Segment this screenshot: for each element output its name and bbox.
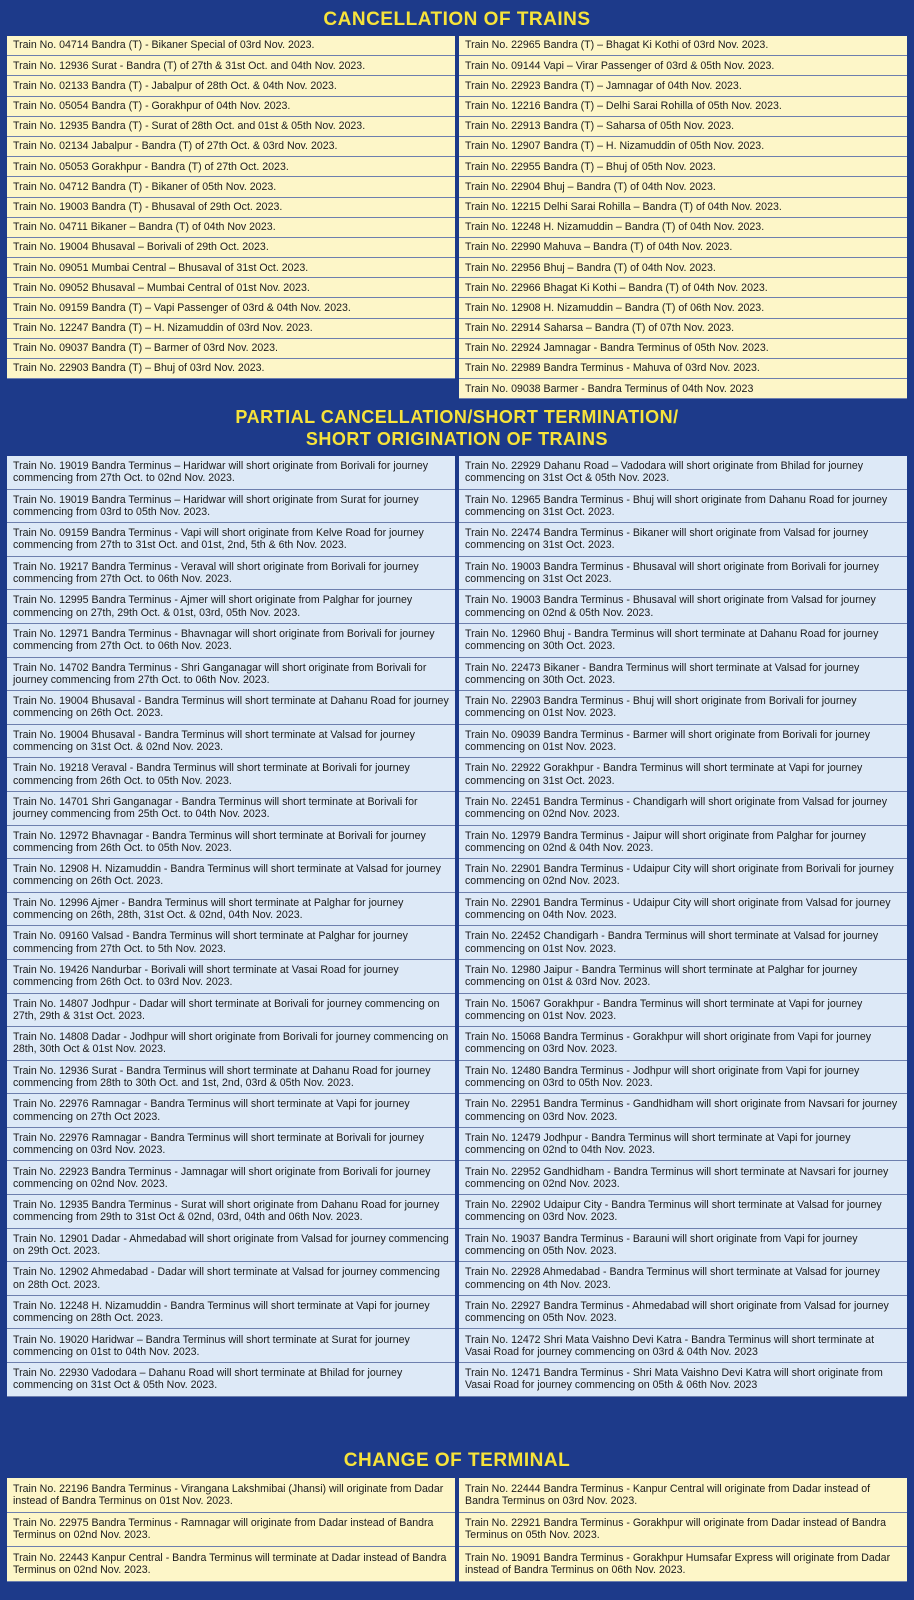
- partial-item: Train No. 22473 Bikaner - Bandra Terminus will short terminate at Valsad for journey commencing on 30th Oct. 2023.: [459, 658, 907, 692]
- partial-item: Train No. 12479 Jodhpur - Bandra Terminus will short terminate at Vapi for journey commencing on 02nd to 04th Nov. 2023.: [459, 1128, 907, 1162]
- cancellation-item: Train No. 22904 Bhuj – Bandra (T) of 04th Nov. 2023.: [459, 177, 907, 197]
- cancellation-item: Train No. 12936 Surat - Bandra (T) of 27th & 31st Oct. and 04th Nov. 2023.: [7, 56, 455, 76]
- terminal-item: Train No. 22443 Kanpur Central - Bandra Terminus will terminate at Dadar instead of Bandra Terminus on 02nd Nov. 2023.: [7, 1547, 455, 1582]
- partial-item: Train No. 22901 Bandra Terminus - Udaipur City will short originate from Valsad for journey commencing on 04th Nov. 2023.: [459, 893, 907, 927]
- cancellation-item: Train No. 12908 H. Nizamuddin – Bandra (T) of 06th Nov. 2023.: [459, 298, 907, 318]
- partial-item: Train No. 19003 Bandra Terminus - Bhusaval will short originate from Valsad for journey commencing on 02nd & 05th Nov. 2023.: [459, 590, 907, 624]
- partial-item: Train No. 12908 H. Nizamuddin - Bandra Terminus will short terminate at Valsad for journey commencing on 26th Oct. 2023.: [7, 859, 455, 893]
- cancellation-item: Train No. 22956 Bhuj – Bandra (T) of 04th Nov. 2023.: [459, 258, 907, 278]
- partial-right-column: [459, 456, 907, 1397]
- partial-item: Train No. 14701 Shri Ganganagar - Bandra Terminus will short terminate at Borivali for journey commencing from 25th Oct. to 04th Nov. 2023.: [7, 792, 455, 826]
- partial-item: Train No. 12965 Bandra Terminus - Bhuj will short originate from Dahanu Road for journey commencing on 31st Oct. 2023.: [459, 490, 907, 524]
- cancellation-item: Train No. 05054 Bandra (T) - Gorakhpur of 04th Nov. 2023.: [7, 97, 455, 117]
- partial-item: Train No. 14702 Bandra Terminus - Shri Ganganagar will short originate from Borivali for journey commencing from 27th Oct. to 06th Nov. 2023.: [7, 658, 455, 692]
- terminal-item: Train No. 22444 Bandra Terminus - Kanpur Central will originate from Dadar instead of Bandra Terminus on 03rd Nov. 2023.: [459, 1478, 907, 1513]
- partial-item: Train No. 12935 Bandra Terminus - Surat will short originate from Dahanu Road for journey commencing from 29th to 31st Oct & 02nd, 03rd, 04th and 06th Nov. 2023.: [7, 1195, 455, 1229]
- partial-item: Train No. 22922 Gorakhpur - Bandra Terminus will short terminate at Vapi for journey commencing on 31st Oct. 2023.: [459, 758, 907, 792]
- cancellation-item: Train No. 12248 H. Nizamuddin – Bandra (T) of 04th Nov. 2023.: [459, 218, 907, 238]
- partial-item: Train No. 19019 Bandra Terminus – Haridwar will short originate from Borivali for journey commencing from 27th Oct. to 02nd Nov. 2023.: [7, 456, 455, 490]
- partial-item: Train No. 14808 Dadar - Jodhpur will short originate from Borivali for journey commencing on 28th, 30th Oct & 01st Nov. 2023.: [7, 1027, 455, 1061]
- cancellation-item: Train No. 04711 Bikaner – Bandra (T) of 04th Nov 2023.: [7, 218, 455, 238]
- partial-item: Train No. 22902 Udaipur City - Bandra Terminus will short terminate at Valsad for journey commencing on 03rd Nov. 2023.: [459, 1195, 907, 1229]
- cancellation-item: Train No. 19003 Bandra (T) - Bhusaval of 29th Oct. 2023.: [7, 198, 455, 218]
- partial-item: Train No. 12248 H. Nizamuddin - Bandra Terminus will short terminate at Vapi for journey commencing on 28th Oct. 2023.: [7, 1296, 455, 1330]
- partial-item: Train No. 22952 Gandhidham - Bandra Terminus will short terminate at Navsari for journey commencing on 02nd Nov. 2023.: [459, 1161, 907, 1195]
- terminal-left-column: [7, 1478, 455, 1582]
- cancellation-item: Train No. 05053 Gorakhpur - Bandra (T) of 27th Oct. 2023.: [7, 157, 455, 177]
- partial-item: Train No. 14807 Jodhpur - Dadar will short terminate at Borivali for journey commencing on 27th, 29th & 31st Oct. 2023.: [7, 994, 455, 1028]
- cancellation-item: Train No. 02133 Bandra (T) - Jabalpur of 28th Oct. & 04th Nov. 2023.: [7, 76, 455, 96]
- terminal-grid: [4, 1478, 910, 1582]
- cancellation-section: [4, 0, 910, 399]
- cancellation-item: Train No. 22924 Jamnagar - Bandra Terminus of 05th Nov. 2023.: [459, 339, 907, 359]
- partial-item: Train No. 19003 Bandra Terminus - Bhusaval will short originate from Borivali for journey commencing on 31st Oct 2023.: [459, 557, 907, 591]
- partial-item: Train No. 22976 Ramnagar - Bandra Terminus will short terminate at Vapi for journey commencing on 27th Oct 2023.: [7, 1094, 455, 1128]
- partial-item: Train No. 22474 Bandra Terminus - Bikaner will short originate from Valsad for journey commencing on 31st Oct. 2023.: [459, 523, 907, 557]
- partial-item: Train No. 19004 Bhusaval - Bandra Terminus will short terminate at Dahanu Road for journey commencing on 26th Oct. 2023.: [7, 691, 455, 725]
- partial-item: Train No. 12472 Shri Mata Vaishno Devi Katra - Bandra Terminus will short terminate at Vasai Road for journey commencing on 03rd & 04th Nov. 2023: [459, 1329, 907, 1363]
- terminal-title: CHANGE OF TERMINAL: [4, 1444, 910, 1478]
- partial-item: Train No. 22930 Vadodara – Dahanu Road will short terminate at Bhilad for journey commencing on 31st Oct & 05th Nov. 2023.: [7, 1363, 455, 1397]
- cancellation-item: Train No. 09144 Vapi – Virar Passenger of 03rd & 05th Nov. 2023.: [459, 56, 907, 76]
- cancellation-item: Train No. 09159 Bandra (T) – Vapi Passenger of 03rd & 04th Nov. 2023.: [7, 298, 455, 318]
- partial-title-line2: SHORT ORIGINATION OF TRAINS: [305, 429, 609, 449]
- partial-item: Train No. 22927 Bandra Terminus - Ahmedabad will short originate from Valsad for journey commencing on 05th Nov. 2023.: [459, 1296, 907, 1330]
- cancellation-item: Train No. 09038 Barmer - Bandra Terminus of 04th Nov. 2023: [459, 379, 907, 399]
- cancellation-item: Train No. 22966 Bhagat Ki Kothi – Bandra (T) of 04th Nov. 2023.: [459, 278, 907, 298]
- partial-title-line1: PARTIAL CANCELLATION/SHORT TERMINATION/: [235, 407, 679, 427]
- cancellation-item: Train No. 22923 Bandra (T) – Jamnagar of 04th Nov. 2023.: [459, 76, 907, 96]
- cancellation-item: Train No. 22913 Bandra (T) – Saharsa of 05th Nov. 2023.: [459, 117, 907, 137]
- cancellation-item: Train No. 22955 Bandra (T) – Bhuj of 05th Nov. 2023.: [459, 157, 907, 177]
- partial-item: Train No. 12995 Bandra Terminus - Ajmer will short originate from Palghar for journey commencing on 27th, 29th Oct. & 01st, 03rd, 05th Nov. 2023.: [7, 590, 455, 624]
- cancellation-item: Train No. 04714 Bandra (T) - Bikaner Special of 03rd Nov. 2023.: [7, 36, 455, 56]
- cancellation-item: Train No. 22903 Bandra (T) – Bhuj of 03rd Nov. 2023.: [7, 359, 455, 379]
- cancellation-title: CANCELLATION OF TRAINS: [4, 0, 910, 36]
- partial-item: Train No. 12972 Bhavnagar - Bandra Terminus will short terminate at Borivali for journey commencing from 26th Oct. to 05th Nov. 2023.: [7, 826, 455, 860]
- partial-item: Train No. 22923 Bandra Terminus - Jamnagar will short originate from Borivali for journey commencing on 02nd Nov. 2023.: [7, 1161, 455, 1195]
- partial-item: Train No. 19019 Bandra Terminus – Haridwar will short originate from Surat for journey commencing from 03rd to 05th Nov. 2023.: [7, 490, 455, 524]
- partial-item: Train No. 19218 Veraval - Bandra Terminus will short terminate at Borivali for journey commencing from 26th Oct. to 05th Nov. 2023.: [7, 758, 455, 792]
- partial-item: Train No. 12996 Ajmer - Bandra Terminus will short terminate at Palghar for journey commencing on 26th, 28th, 31st Oct. & 02nd, 04th Nov. 2023.: [7, 893, 455, 927]
- cancellation-item: Train No. 04712 Bandra (T) - Bikaner of 05th Nov. 2023.: [7, 177, 455, 197]
- cancellation-right-column: [459, 36, 907, 399]
- cancellation-item: Train No. 22989 Bandra Terminus - Mahuva of 03rd Nov. 2023.: [459, 359, 907, 379]
- cancellation-item: Train No. 12907 Bandra (T) – H. Nizamuddin of 05th Nov. 2023.: [459, 137, 907, 157]
- partial-item: Train No. 22903 Bandra Terminus - Bhuj will short originate from Borivali for journey commencing on 01st Nov. 2023.: [459, 691, 907, 725]
- partial-item: Train No. 12936 Surat - Bandra Terminus will short terminate at Dahanu Road for journey commencing from 28th to 30th Oct. and 1st, 2nd, 03rd & 05th Nov. 2023.: [7, 1061, 455, 1095]
- partial-item: Train No. 12971 Bandra Terminus - Bhavnagar will short originate from Borivali for journey commencing from 27th Oct. to 06th Nov. 2023.: [7, 624, 455, 658]
- partial-item: Train No. 12902 Ahmedabad - Dadar will short terminate at Valsad for journey commencing on 28th Oct. 2023.: [7, 1262, 455, 1296]
- partial-left-column: [7, 456, 455, 1397]
- partial-item: Train No. 22452 Chandigarh - Bandra Terminus will short terminate at Valsad for journey commencing on 01st Nov. 2023.: [459, 926, 907, 960]
- partial-item: Train No. 09039 Bandra Terminus - Barmer will short originate from Borivali for journey commencing on 01st Nov. 2023.: [459, 725, 907, 759]
- cancellation-item: Train No. 12935 Bandra (T) - Surat of 28th Oct. and 01st & 05th Nov. 2023.: [7, 117, 455, 137]
- partial-item: Train No. 19004 Bhusaval - Bandra Terminus will short terminate at Valsad for journey commencing on 31st Oct. & 02nd Nov. 2023.: [7, 725, 455, 759]
- partial-title: [4, 404, 910, 456]
- partial-item: Train No. 19037 Bandra Terminus - Barauni will short originate from Vapi for journey commencing on 05th Nov. 2023.: [459, 1229, 907, 1263]
- terminal-section: [4, 1444, 910, 1582]
- terminal-right-column: [459, 1478, 907, 1582]
- partial-item: Train No. 22976 Ramnagar - Bandra Terminus will short terminate at Borivali for journey commencing on 03rd Nov. 2023.: [7, 1128, 455, 1162]
- partial-item: Train No. 22951 Bandra Terminus - Gandhidham will short originate from Navsari for journey commencing on 03rd Nov. 2023.: [459, 1094, 907, 1128]
- partial-item: Train No. 19020 Haridwar – Bandra Terminus will short terminate at Surat for journey commencing on 01st to 04th Nov. 2023.: [7, 1329, 455, 1363]
- partial-item: Train No. 09160 Valsad - Bandra Terminus will short terminate at Palghar for journey commencing from 27th Oct. to 5th Nov. 2023.: [7, 926, 455, 960]
- cancellation-item: Train No. 12247 Bandra (T) – H. Nizamuddin of 03rd Nov. 2023.: [7, 319, 455, 339]
- partial-item: Train No. 15067 Gorakhpur - Bandra Terminus will short terminate at Vapi for journey commencing on 01st Nov. 2023.: [459, 994, 907, 1028]
- cancellation-item: Train No. 09037 Bandra (T) – Barmer of 03rd Nov. 2023.: [7, 339, 455, 359]
- cancellation-item: Train No. 19004 Bhusaval – Borivali of 29th Oct. 2023.: [7, 238, 455, 258]
- cancellation-left-column: [7, 36, 455, 399]
- partial-item: Train No. 09159 Bandra Terminus - Vapi will short originate from Kelve Road for journey commencing from 27th to 31st Oct. and 01st, 2nd, 5th & 6th Nov. 2023.: [7, 523, 455, 557]
- partial-item: Train No. 15068 Bandra Terminus - Gorakhpur will short originate from Vapi for journey commencing on 03rd Nov. 2023.: [459, 1027, 907, 1061]
- partial-section: [4, 404, 910, 1397]
- partial-item: Train No. 12979 Bandra Terminus - Jaipur will short originate from Palghar for journey commencing on 02nd & 04th Nov. 2023.: [459, 826, 907, 860]
- partial-item: Train No. 22929 Dahanu Road – Vadodara will short originate from Bhilad for journey commencing on 31st Oct & 05th Nov. 2023.: [459, 456, 907, 490]
- cancellation-item: Train No. 22990 Mahuva – Bandra (T) of 04th Nov. 2023.: [459, 238, 907, 258]
- partial-item: Train No. 12980 Jaipur - Bandra Terminus will short terminate at Palghar for journey commencing on 01st & 03rd Nov. 2023.: [459, 960, 907, 994]
- cancellation-item: Train No. 02134 Jabalpur - Bandra (T) of 27th Oct. & 03rd Nov. 2023.: [7, 137, 455, 157]
- partial-item: Train No. 22451 Bandra Terminus - Chandigarh will short originate from Valsad for journey commencing on 02nd Nov. 2023.: [459, 792, 907, 826]
- terminal-item: Train No. 22975 Bandra Terminus - Ramnagar will originate from Dadar instead of Bandra Terminus on 02nd Nov. 2023.: [7, 1513, 455, 1548]
- terminal-item: Train No. 19091 Bandra Terminus - Gorakhpur Humsafar Express will originate from Dadar instead of Bandra Terminus on 06th Nov. 2023.: [459, 1547, 907, 1582]
- partial-grid: [4, 456, 910, 1397]
- cancellation-item: Train No. 22965 Bandra (T) – Bhagat Ki Kothi of 03rd Nov. 2023.: [459, 36, 907, 56]
- partial-item: Train No. 12901 Dadar - Ahmedabad will short originate from Valsad for journey commencing on 29th Oct. 2023.: [7, 1229, 455, 1263]
- terminal-item: Train No. 22921 Bandra Terminus - Gorakhpur will originate from Dadar instead of Bandra Terminus on 05th Nov. 2023.: [459, 1513, 907, 1548]
- partial-item: Train No. 12480 Bandra Terminus - Jodhpur will short originate from Vapi for journey commencing on 03rd to 05th Nov. 2023.: [459, 1061, 907, 1095]
- partial-item: Train No. 22928 Ahmedabad - Bandra Terminus will short terminate at Valsad for journey commencing on 4th Nov. 2023.: [459, 1262, 907, 1296]
- partial-item: Train No. 19426 Nandurbar - Borivali will short terminate at Vasai Road for journey commencing from 26th Oct. to 03rd Nov. 2023.: [7, 960, 455, 994]
- cancellation-grid: [4, 36, 910, 399]
- partial-item: Train No. 12960 Bhuj - Bandra Terminus will short terminate at Dahanu Road for journey commencing on 30th Oct. 2023.: [459, 624, 907, 658]
- partial-item: Train No. 12471 Bandra Terminus - Shri Mata Vaishno Devi Katra will short originate from Vasai Road for journey commencing on 05th & 06th Nov. 2023: [459, 1363, 907, 1397]
- cancellation-item: Train No. 09052 Bhusaval – Mumbai Central of 01st Nov. 2023.: [7, 278, 455, 298]
- cancellation-item: Train No. 09051 Mumbai Central – Bhusaval of 31st Oct. 2023.: [7, 258, 455, 278]
- cancellation-item: Train No. 22914 Saharsa – Bandra (T) of 07th Nov. 2023.: [459, 319, 907, 339]
- partial-item: Train No. 22901 Bandra Terminus - Udaipur City will short originate from Borivali for journey commencing on 02nd Nov. 2023.: [459, 859, 907, 893]
- cancellation-item: Train No. 12215 Delhi Sarai Rohilla – Bandra (T) of 04th Nov. 2023.: [459, 198, 907, 218]
- partial-item: Train No. 19217 Bandra Terminus - Veraval will short originate from Borivali for journey commencing from 27th Oct. to 06th Nov. 2023.: [7, 557, 455, 591]
- cancellation-item: Train No. 12216 Bandra (T) – Delhi Sarai Rohilla of 05th Nov. 2023.: [459, 97, 907, 117]
- terminal-item: Train No. 22196 Bandra Terminus - Virangana Lakshmibai (Jhansi) will originate from Dadar instead of Bandra Terminus on 01st Nov. 2023.: [7, 1478, 455, 1513]
